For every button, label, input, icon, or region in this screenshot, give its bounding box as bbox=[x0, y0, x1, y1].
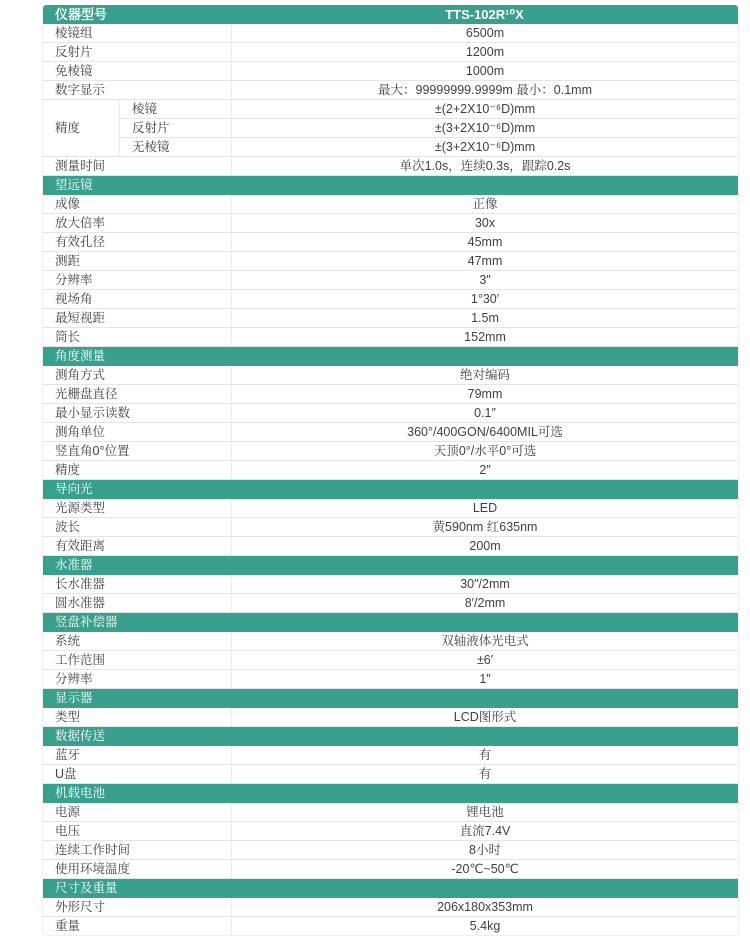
row-label: 精度 bbox=[43, 461, 231, 480]
section-header-row bbox=[43, 480, 738, 499]
spec-row bbox=[43, 537, 738, 556]
row-label: 有效距离 bbox=[43, 537, 231, 556]
spec-row bbox=[43, 62, 738, 81]
section-title: 水准器 bbox=[43, 556, 738, 575]
section-title: 角度测量 bbox=[43, 347, 738, 366]
row-value: 有 bbox=[231, 746, 738, 765]
row-label: 使用环境温度 bbox=[43, 860, 231, 879]
row-value: 直流7.4V bbox=[231, 822, 738, 841]
model-header-row bbox=[43, 5, 738, 24]
section-header-row bbox=[43, 879, 738, 898]
row-label: 蓝牙 bbox=[43, 746, 231, 765]
row-label: 圆水准器 bbox=[43, 594, 231, 613]
row-value: 1200m bbox=[231, 43, 738, 62]
section-header-row bbox=[43, 347, 738, 366]
spec-row bbox=[43, 423, 738, 442]
spec-row bbox=[43, 328, 738, 347]
spec-row bbox=[43, 290, 738, 309]
row-label: 工作范围 bbox=[43, 651, 231, 670]
spec-row bbox=[43, 43, 738, 62]
section-header-row bbox=[43, 176, 738, 195]
row-value: ±(3+2X10⁻⁶D)mm bbox=[231, 119, 738, 138]
section-title: 尺寸及重量 bbox=[43, 879, 738, 898]
spec-row bbox=[43, 81, 738, 100]
section-header-row bbox=[43, 556, 738, 575]
spec-row bbox=[43, 651, 738, 670]
spec-row bbox=[43, 385, 738, 404]
section-header-row bbox=[43, 689, 738, 708]
spec-row bbox=[43, 594, 738, 613]
row-label: 外形尺寸 bbox=[43, 898, 231, 917]
row-value: 单次1.0s，连续0.3s，跟踪0.2s bbox=[231, 157, 738, 176]
spec-row bbox=[43, 309, 738, 328]
spec-row bbox=[43, 632, 738, 651]
row-label: 最短视距 bbox=[43, 309, 231, 328]
row-label: 最小显示读数 bbox=[43, 404, 231, 423]
row-value: LED bbox=[231, 499, 738, 518]
row-value: -20℃~50℃ bbox=[231, 860, 738, 879]
row-value: 206x180x353mm bbox=[231, 898, 738, 917]
section-title: 导向光 bbox=[43, 480, 738, 499]
row-label: 重量 bbox=[43, 917, 231, 935]
spec-row bbox=[43, 100, 738, 119]
model-label: 仪器型号 bbox=[43, 5, 231, 24]
row-value: 最大：99999999.9999m 最小：0.1mm bbox=[231, 81, 738, 100]
row-sublabel: 无棱镜 bbox=[119, 138, 231, 157]
row-label: 电压 bbox=[43, 822, 231, 841]
spec-row bbox=[43, 157, 738, 176]
row-label: 测角方式 bbox=[43, 366, 231, 385]
row-value: 3″ bbox=[231, 271, 738, 290]
spec-row bbox=[43, 195, 738, 214]
row-label: 成像 bbox=[43, 195, 231, 214]
row-label: 系统 bbox=[43, 632, 231, 651]
row-value: 152mm bbox=[231, 328, 738, 347]
row-value: 30″/2mm bbox=[231, 575, 738, 594]
spec-row bbox=[43, 708, 738, 727]
row-value: 2″ bbox=[231, 461, 738, 480]
row-label: 测距 bbox=[43, 252, 231, 271]
row-sublabel: 反射片 bbox=[119, 119, 231, 138]
row-label: 放大倍率 bbox=[43, 214, 231, 233]
spec-row bbox=[43, 233, 738, 252]
row-value: 1000m bbox=[231, 62, 738, 81]
row-label: 光栅盘直径 bbox=[43, 385, 231, 404]
spec-row bbox=[43, 670, 738, 689]
spec-row bbox=[43, 917, 738, 935]
row-value: 200m bbox=[231, 537, 738, 556]
spec-row bbox=[43, 499, 738, 518]
row-label: 反射片 bbox=[43, 43, 231, 62]
spec-row bbox=[43, 575, 738, 594]
spec-row bbox=[43, 138, 738, 157]
row-label: 竖直角0°位置 bbox=[43, 442, 231, 461]
row-value: 8′/2mm bbox=[231, 594, 738, 613]
row-value: 79mm bbox=[231, 385, 738, 404]
row-value: 双轴液体光电式 bbox=[231, 632, 738, 651]
row-value: 1°30′ bbox=[231, 290, 738, 309]
row-value: ±(3+2X10⁻⁶D)mm bbox=[231, 138, 738, 157]
row-label: 测量时间 bbox=[43, 157, 231, 176]
spec-row bbox=[43, 898, 738, 917]
spec-row bbox=[43, 24, 738, 43]
spec-row bbox=[43, 442, 738, 461]
section-title: 竖盘补偿器 bbox=[43, 613, 738, 632]
row-value: 360°/400GON/6400MIL可选 bbox=[231, 423, 738, 442]
row-label: 有效孔径 bbox=[43, 233, 231, 252]
row-value: 1.5m bbox=[231, 309, 738, 328]
row-label: 棱镜组 bbox=[43, 24, 231, 43]
section-title: 数据传送 bbox=[43, 727, 738, 746]
row-value: 8小时 bbox=[231, 841, 738, 860]
row-label: 长水准器 bbox=[43, 575, 231, 594]
row-label: 分辨率 bbox=[43, 670, 231, 689]
section-header-row bbox=[43, 784, 738, 803]
spec-table-container bbox=[42, 5, 739, 936]
row-value: 锂电池 bbox=[231, 803, 738, 822]
row-value: 45mm bbox=[231, 233, 738, 252]
row-value: 1″ bbox=[231, 670, 738, 689]
row-label: 免棱镜 bbox=[43, 62, 231, 81]
row-group-label: 精度 bbox=[43, 100, 119, 157]
spec-row bbox=[43, 214, 738, 233]
row-value: 有 bbox=[231, 765, 738, 784]
row-value: 47mm bbox=[231, 252, 738, 271]
spec-table-body bbox=[43, 24, 738, 935]
row-value: LCD图形式 bbox=[231, 708, 738, 727]
row-label: 视场角 bbox=[43, 290, 231, 309]
spec-row bbox=[43, 119, 738, 138]
spec-row bbox=[43, 803, 738, 822]
row-label: 筒长 bbox=[43, 328, 231, 347]
section-title: 显示器 bbox=[43, 689, 738, 708]
row-value: 正像 bbox=[231, 195, 738, 214]
spec-row bbox=[43, 860, 738, 879]
row-label: 电源 bbox=[43, 803, 231, 822]
row-label: 波长 bbox=[43, 518, 231, 537]
spec-row bbox=[43, 271, 738, 290]
row-value: 0.1″ bbox=[231, 404, 738, 423]
section-header-row bbox=[43, 727, 738, 746]
spec-row bbox=[43, 822, 738, 841]
section-title: 机载电池 bbox=[43, 784, 738, 803]
spec-row bbox=[43, 252, 738, 271]
row-label: U盘 bbox=[43, 765, 231, 784]
row-label: 类型 bbox=[43, 708, 231, 727]
spec-row bbox=[43, 366, 738, 385]
model-value: TTS-102R¹⁰X bbox=[231, 5, 738, 24]
row-value: 30x bbox=[231, 214, 738, 233]
row-sublabel: 棱镜 bbox=[119, 100, 231, 119]
row-label: 光源类型 bbox=[43, 499, 231, 518]
spec-row bbox=[43, 746, 738, 765]
spec-table bbox=[43, 5, 738, 935]
row-value: 绝对编码 bbox=[231, 366, 738, 385]
row-value: 黄590nm 红635nm bbox=[231, 518, 738, 537]
row-label: 分辨率 bbox=[43, 271, 231, 290]
section-title: 望远镜 bbox=[43, 176, 738, 195]
spec-row bbox=[43, 518, 738, 537]
spec-row bbox=[43, 765, 738, 784]
row-label: 数字显示 bbox=[43, 81, 231, 100]
row-label: 连续工作时间 bbox=[43, 841, 231, 860]
row-value: ±(2+2X10⁻⁶D)mm bbox=[231, 100, 738, 119]
section-header-row bbox=[43, 613, 738, 632]
row-value: 5.4kg bbox=[231, 917, 738, 935]
row-label: 测角单位 bbox=[43, 423, 231, 442]
spec-row bbox=[43, 841, 738, 860]
row-value: ±6′ bbox=[231, 651, 738, 670]
row-value: 天顶0°/水平0°可选 bbox=[231, 442, 738, 461]
row-value: 6500m bbox=[231, 24, 738, 43]
spec-row bbox=[43, 404, 738, 423]
spec-row bbox=[43, 461, 738, 480]
